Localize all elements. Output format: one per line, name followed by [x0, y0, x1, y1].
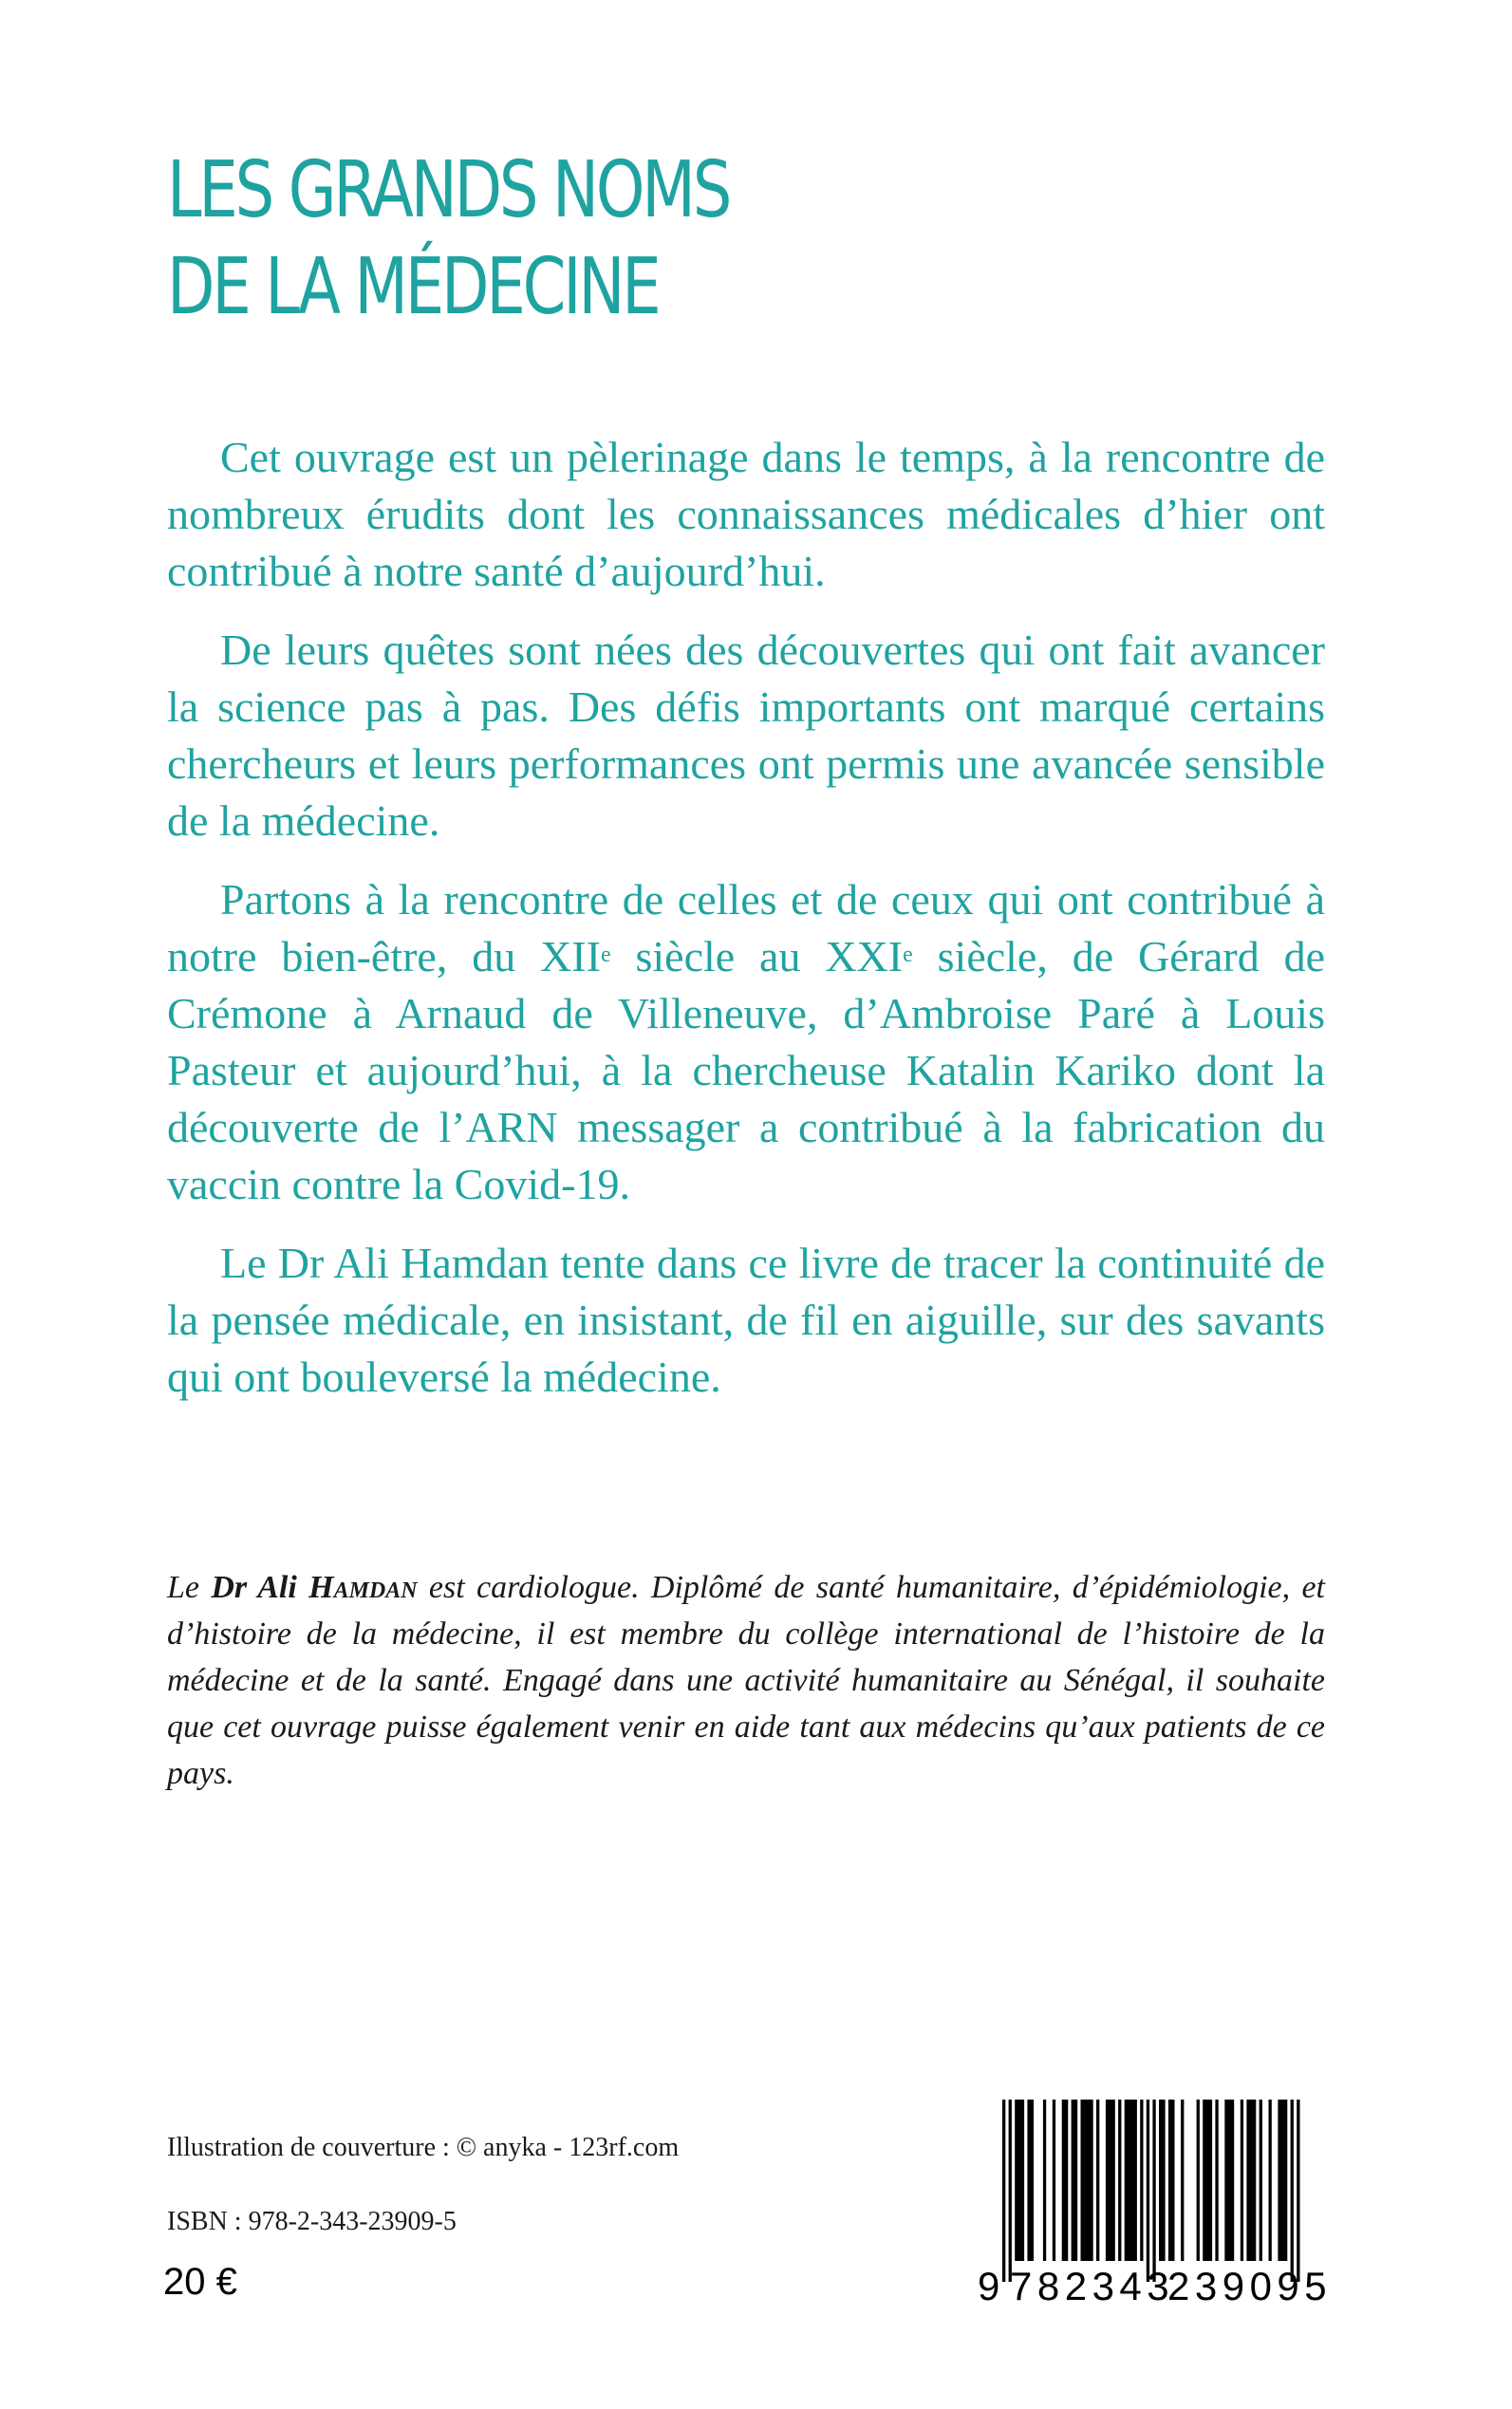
author-bio-text: est cardiologue. Diplômé de santé humanitaire, d’épidémiologie, et d’histoire de la médecine, il est membre du collège international de l’histoire de la médecine et de la santé. Engagé dans une activité humanitaire au Sénégal, il souhaite que cet ouvrage puisse également venir en aide tant aux médecins qu’aux patients de ce pays. [167, 1570, 1326, 1791]
blurb-paragraph-1: Cet ouvrage est un pèlerinage dans le temps, à la rencontre de nombreux érudits dont les connaissances médicales d’hier ont contribué à notre santé d’aujourd’hui. [167, 433, 1325, 595]
barcode-bar [1043, 2100, 1046, 2261]
barcode-bar [1125, 2100, 1137, 2261]
author-bio-prefix: Le [167, 1570, 212, 1605]
barcode-bar [1106, 2100, 1115, 2261]
barcode-guard-bar [1297, 2100, 1299, 2282]
author-bio [167, 1564, 1325, 1797]
barcode-bar [1168, 2100, 1175, 2261]
barcode-guard-bar [1152, 2100, 1155, 2282]
barcode-bar [1278, 2100, 1287, 2261]
blurb-p3-part-c: siècle, de Gérard de Crémone à Arnaud de Villeneuve, d’Ambroise Paré à Louis Pasteur et aujourd’hui, à la chercheuse Katalin Kariko dont la découverte de l’ARN messager a contribué à la fabrication du vaccin contre la Covid-19. [167, 932, 1325, 1208]
barcode-bar [1062, 2100, 1069, 2261]
price: 20 € [163, 2261, 237, 2303]
blurb-p3-part-b: siècle au XXI [610, 932, 904, 980]
century-superscript-2: e [903, 942, 913, 967]
barcode-bar [1269, 2100, 1272, 2261]
barcode-guard-bar [1002, 2100, 1005, 2282]
blurb-paragraph-2: De leurs quêtes sont nées des découvertes qui ont fait avancer la science pas à pas. Des défis importants ont marqué certains chercheurs et leurs performances ont permis une avancée sensible de la médecine. [167, 626, 1325, 845]
barcode-bar [1140, 2100, 1143, 2261]
barcode-bar [1224, 2100, 1234, 2261]
barcode-bar [1215, 2100, 1218, 2261]
barcode-bar [1241, 2100, 1243, 2261]
isbn: ISBN : 978-2-343-23909-5 [167, 2207, 457, 2236]
author-name-first: Dr Ali [211, 1570, 309, 1605]
blurb-paragraph-3 [167, 871, 1325, 1213]
title-line-1: LES GRANDS NOMS [167, 145, 730, 235]
barcode-guard-bar [1147, 2100, 1149, 2282]
author-name-last: Hamdan [308, 1570, 418, 1605]
blurb [167, 429, 1325, 1428]
barcode-guard-bar [1291, 2100, 1294, 2282]
barcode-bar [1015, 2100, 1024, 2261]
barcode-digits [978, 2263, 1333, 2310]
title-line-2: DE LA MÉDECINE [167, 242, 659, 332]
barcode-digit-group-1: 782343 [1010, 2264, 1175, 2308]
illustration-credit: Illustration de couverture : © anyka - 123rf.com [167, 2133, 680, 2162]
barcode-bar [1181, 2100, 1184, 2261]
barcode-bar [1096, 2100, 1099, 2261]
barcode-guard-bar [1009, 2100, 1012, 2282]
barcode-bar [1159, 2100, 1166, 2261]
barcode [978, 2100, 1333, 2310]
blurb-p3-part-a: Partons à la rencontre de celles et de ceux qui ont contribué à notre bien-être, du XII [167, 875, 1325, 980]
barcode-digit-group-2: 239095 [1167, 2264, 1333, 2308]
barcode-bar [1260, 2100, 1262, 2261]
barcode-bar [1246, 2100, 1256, 2261]
barcode-bar [1081, 2100, 1093, 2261]
barcode-lead-digit: 9 [978, 2264, 1000, 2308]
barcode-bar [1027, 2100, 1034, 2261]
barcode-bar [1197, 2100, 1200, 2261]
barcode-bar [1118, 2100, 1121, 2261]
book-title [167, 142, 729, 336]
barcode-bar [1053, 2100, 1055, 2261]
barcode-bar [1203, 2100, 1212, 2261]
century-superscript-1: e [600, 942, 611, 967]
author-name [211, 1570, 417, 1605]
barcode-bar [1072, 2100, 1078, 2261]
blurb-paragraph-4: Le Dr Ali Hamdan tente dans ce livre de tracer la continuité de la pensée médicale, en insistant, de fil en aiguille, sur des savants qui ont bouleversé la médecine. [167, 1239, 1325, 1401]
